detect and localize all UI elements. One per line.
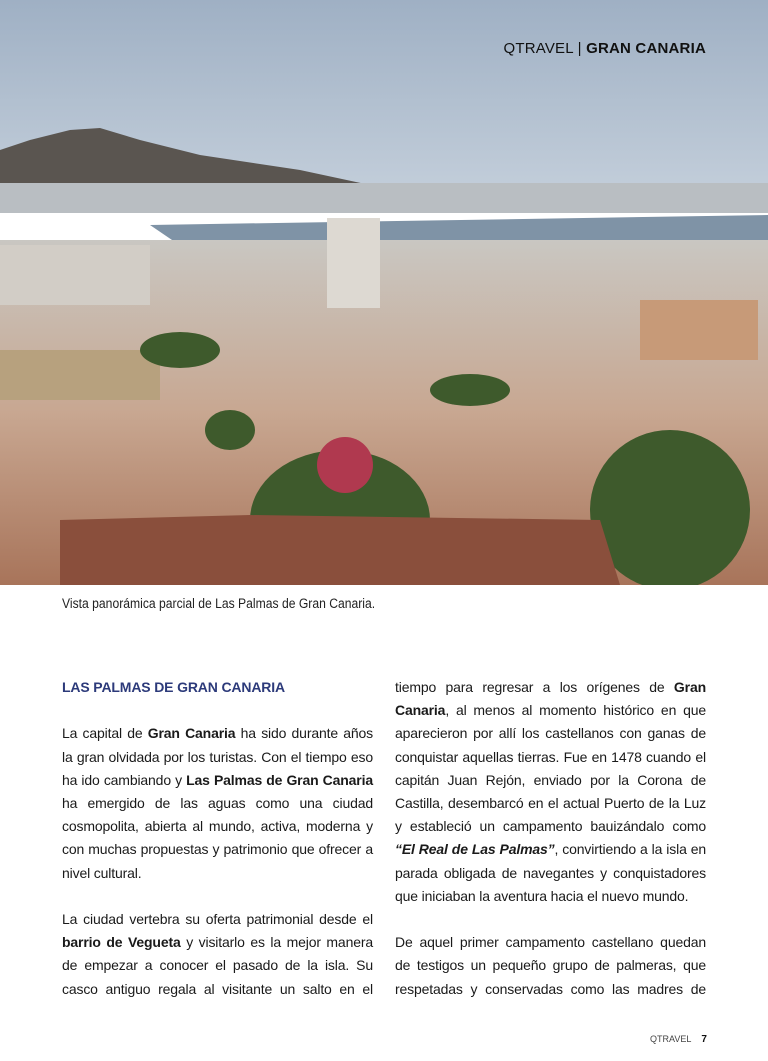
page-number: 7 (701, 1034, 707, 1045)
bold-text: Las Palmas de Gran Canaria (186, 771, 373, 788)
section-heading: LAS PALMAS DE GRAN CANARIA (62, 679, 285, 695)
paragraph (62, 722, 373, 884)
text: , convirtiendo a la isla en parada obligada de navegantes y conquistadores que iniciaban la aventura hacia el nuevo mundo. (395, 841, 707, 904)
text: y visitarlo es la mejor manera de empezar a conocer el pasado de la isla. Su casco antiguo regala al visitante un salto en el (62, 934, 373, 997)
text: La capital de (62, 725, 148, 742)
header-brand: QTRAVEL | (503, 40, 582, 57)
text: ha sido durante años la gran olvidada por los turistas. Con el tiempo eso ha ido cambiando y (62, 725, 373, 788)
running-header (504, 40, 707, 57)
bold-text: Gran Canaria (147, 725, 236, 742)
bold-text: Gran Canaria (395, 679, 706, 719)
photo-caption: Vista panorámica parcial de Las Palmas de Gran Canaria. (62, 596, 376, 611)
header-section: GRAN CANARIA (586, 40, 706, 57)
text: tiempo para regresar a los orígenes de (395, 679, 674, 695)
paragraph (62, 908, 373, 1001)
article-column-right (395, 676, 706, 1024)
text: , al menos al momento histórico en que aparecieron por allí los castellanos con ganas de conquistar aquellas tierras. Fue en 1478 cuando el capitán Juan Rejón, enviado por la Corona de Castilla, desembarcó en el actual Puerto de la Luz y estableció un campamento bauizándalo como (395, 702, 706, 835)
text: ha emergido de las aguas como una ciudad cosmopolita, abierta al mundo, activa, moderna y con muchas propuestas y patrimonio que ofrecer a nivel cultural. (62, 795, 373, 881)
paragraph (395, 676, 706, 908)
article-column-left (62, 676, 373, 1024)
bold-text: barrio de Vegueta (62, 934, 181, 951)
bold-italic-text: “El Real de Las Palmas” (395, 841, 555, 858)
paragraph (395, 931, 706, 1001)
page-footer (650, 1034, 707, 1045)
text: La ciudad vertebra su oferta patrimonial desde el (62, 911, 373, 927)
footer-brand: QTRAVEL (650, 1034, 692, 1044)
text: De aquel primer campamento castellano quedan de testigos un pequeño grupo de palmeras, que respetadas y conservadas como las madres de (395, 934, 706, 997)
